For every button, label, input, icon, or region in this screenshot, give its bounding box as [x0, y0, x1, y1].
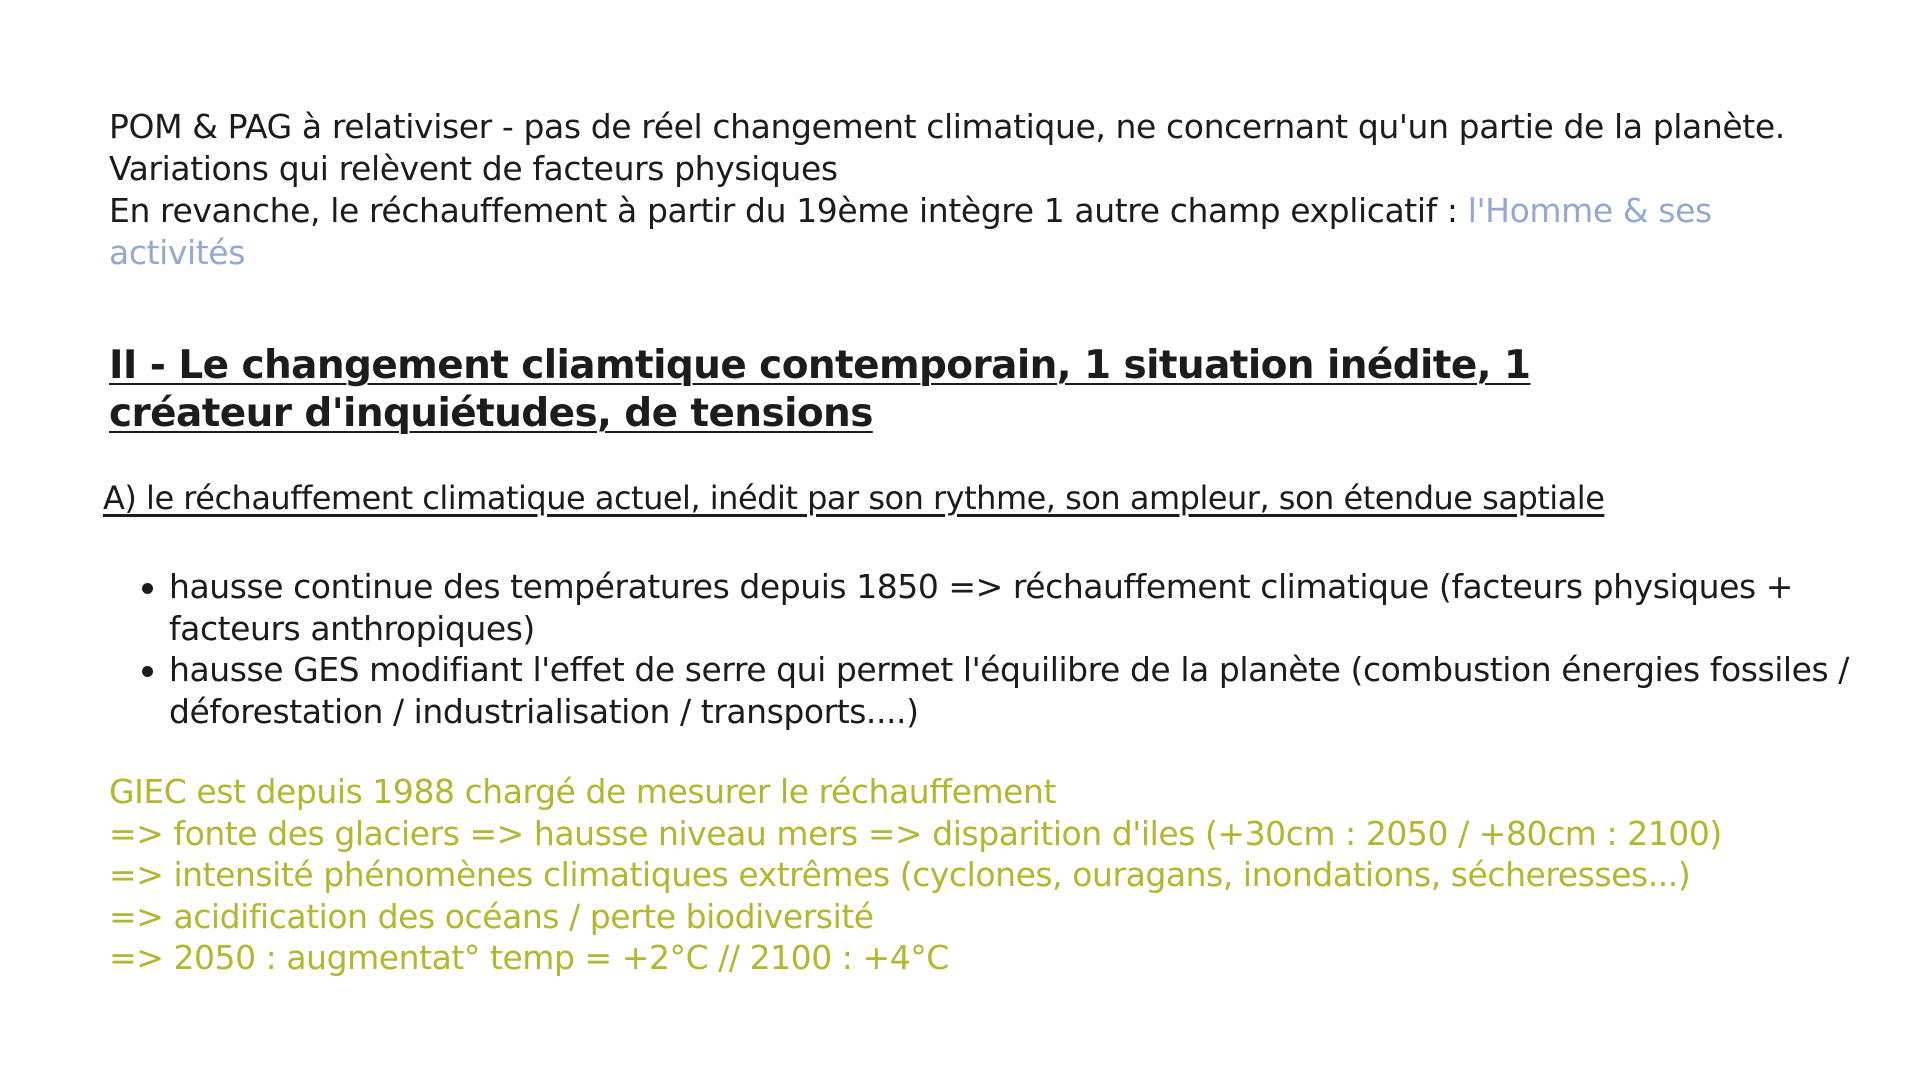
list-item-text: hausse GES modifiant l'effet de serre qui permet l'équilibre de la planète (combustion énergies fossiles / déforestation / industrialisation / transports....): [169, 650, 1849, 731]
list-item: [109, 649, 1849, 732]
giec-line-4: => acidification des océans / perte biodiversité: [109, 896, 874, 936]
giec-line-3: => intensité phénomènes climatiques extrêmes (cyclones, ouragans, inondations, sécheresses...): [109, 855, 1691, 894]
giec-line-1: GIEC est depuis 1988 chargé de mesurer le réchauffement: [109, 772, 1056, 811]
giec-line-5: => 2050 : augmentat° temp = +2°C // 2100 : +4°C: [109, 938, 949, 977]
giec-notes: [109, 771, 1849, 979]
intro-line-3: [109, 190, 1829, 274]
bullet-dot-icon: [142, 583, 153, 594]
intro-line-3-text: En revanche, le réchauffement à partir du 19ème intègre 1 autre champ explicatif :: [109, 191, 1468, 230]
section-subtitle: A) le réchauffement climatique actuel, inédit par son rythme, son ampleur, son étendue saptiale: [103, 479, 1605, 517]
list-item: [109, 566, 1849, 649]
intro-line-2: Variations qui relèvent de facteurs physiques: [109, 149, 838, 188]
section-title: II - Le changement cliamtique contemporain, 1 situation inédite, 1 créateur d'inquiétudes, de tensions: [109, 343, 1531, 436]
list-item-text: hausse continue des températures depuis 1850 => réchauffement climatique (facteurs physiques + facteurs anthropiques): [169, 567, 1793, 648]
bullet-list: [109, 566, 1849, 732]
intro-highlight-text: l'Homme & ses activités: [109, 191, 1712, 272]
intro-paragraph: [109, 106, 1829, 274]
bullet-dot-icon: [142, 666, 153, 677]
intro-line-1: POM & PAG à relativiser - pas de réel changement climatique, ne concernant qu'un partie de la planète.: [109, 107, 1785, 146]
giec-line-2: => fonte des glaciers => hausse niveau mers => disparition d'iles (+30cm : 2050 / +80cm : 2100): [109, 813, 1722, 853]
